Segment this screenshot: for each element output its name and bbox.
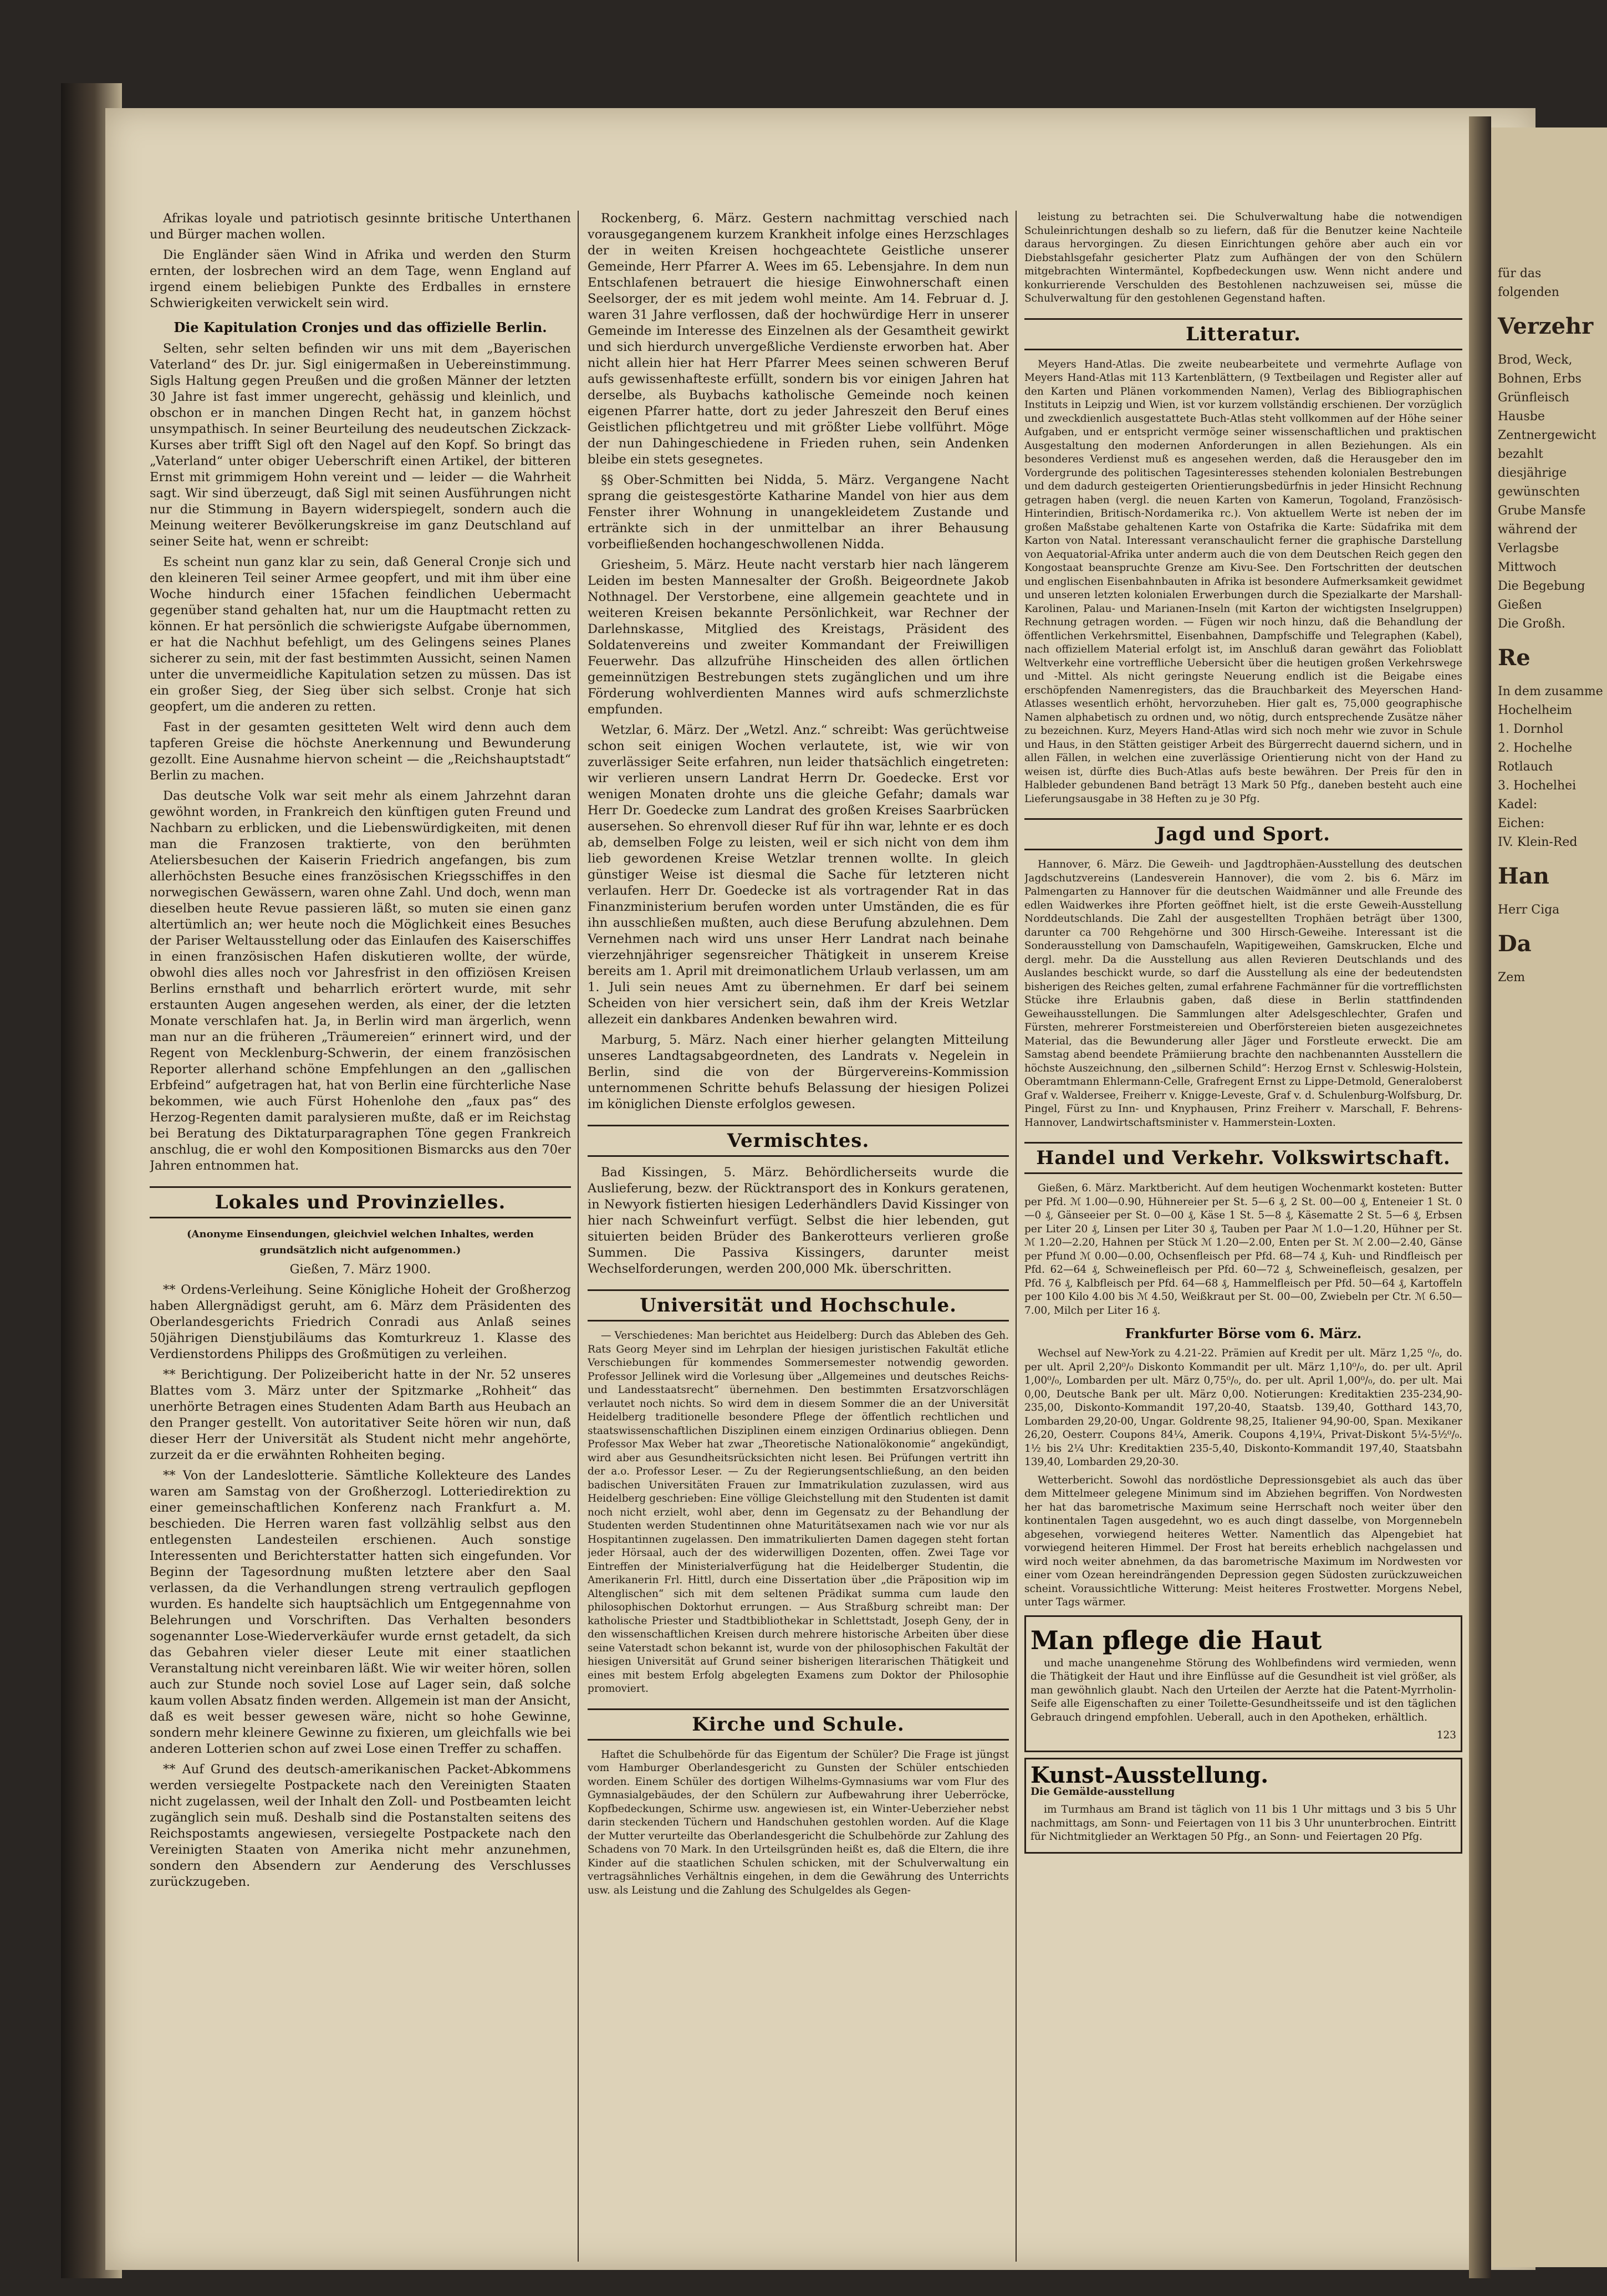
adjacent-page-line: Hochelheim [1498, 703, 1573, 717]
adjacent-page-line: Kadel: [1498, 798, 1538, 812]
section-heading-kirche-schule: Kirche und Schule. [588, 1708, 1009, 1741]
article-paragraph: Marburg, 5. März. Nach einer hierher gelangten Mitteilung unseres Landtagsabgeordneten, des Landrats v. Negelein in Berlin, sind die von der Bürgervereins-Kommission unternommenen Schritte behufs Belassung der hiesigen Polizei im königlichen Dienste erfolglos gewesen. [588, 1033, 1009, 1111]
adjacent-page-line: 3. Hochelhei [1498, 779, 1577, 793]
ad-headline: Kunst-Ausstellung. [1030, 1762, 1269, 1788]
ad-text: und mache unangenehme Störung des Wohlbefindens wird vermieden, wenn die Thätigkeit der Haut und ihre Einflüsse auf die Gesundheit ist viel größer, als man gewöhnlich glaubt. Nach den Urteilen der Aerzte hat die Patent-Myrrholin-Seife alle Eigenschaften zu einer Toilette-Gesundheitsseife und ist den täglichen Gebrauch dringend empfohlen. Ueberall, auch in den Apotheken, erhältlich. [1030, 1657, 1456, 1723]
boerse-report: Wechsel auf New-York zu 4.21-22. Prämien auf Kredit per ult. März 1,25 ⁰/₀, do. per ult. April 2,20⁰/₀ Diskonto Kommandit per ult. März 1,10⁰/₀, do. per ult. April 1,00⁰/₀, Lombarden per ult. März 0,75⁰/₀, do. per ult. April 1,00⁰/₀, do. per ult. Mai 0,00, Deutsche Bank per ult. März 0,00. Notierungen: Kreditaktien 235-234,90-235,00, Diskonto-Kommandit 197,20-40, Staatsb. 139,40, Gotthard 143,70, Lombarden 29,20-00, Ungar. Goldrente 98,25, Italiener 94,90-00, Span. Mexikaner 26,20, Oesterr. Coupons 84¼, Amerik. Coupons 4,19¼, Privat-Diskont 5¼-5½⁰/₀. 1½ bis 2¼ Uhr: Kreditaktien 235-5,40, Diskonto-Kommandit 197,40, Staatsbahn 139,40, Lombarden 29,20-30. [1024, 1348, 1462, 1468]
market-report: Gießen, 6. März. Marktbericht. Auf dem heutigen Wochenmarkt kosteten: Butter per Pfd. ℳ 1.00—0.90, Hühnereier per St. 5—6 ₰, 2 St. 00—00 ₰, Enteneier 1 St. 0—0 ₰, Gänseeier per St. 0—00 ₰, Käse 1 St. 5—8 ₰, Käsematte 2 St. 5—6 ₰, Erbsen per Liter 20 ₰, Linsen per Liter 30 ₰, Tauben per Paar ℳ 1.0—1.20, Hühner per St. ℳ 1.20—2.20, Hahnen per Stück ℳ 1.20—2.00, Enten per St. ℳ 2.00—2.40, Gänse per Pfund ℳ 0.00—0.00, Ochsenfleisch per Pfd. 68—74 ₰, Kuh- und Rindfleisch per Pfd. 62—64 ₰, Schweinefleisch per Pfd. 60—72 ₰, Schweinefleisch, gesalzen, per Pfd. 76 ₰, Kalbfleisch per Pfd. 64—68 ₰, Hammelfleisch per Pfd. 50—64 ₰, Kartoffeln per 100 Kilo 4.00 bis ℳ 4.50, Weißkraut per St. 00—00, Zwiebeln per Ctr. ℳ 6.50—7.00, Milch per Liter 16 ₰. [1024, 1182, 1462, 1317]
adjacent-page-line: bezahlt [1498, 447, 1543, 461]
adjacent-page-line: Grube Mansfe [1498, 504, 1586, 518]
adjacent-page-line: Verlagsbe [1498, 542, 1559, 555]
adjacent-page-line: Verzehr [1498, 313, 1594, 339]
article-paragraph: Griesheim, 5. März. Heute nacht verstarb hier nach längerem Leiden im besten Mannesalter der Großh. Beigeordnete Jakob Nothnagel. Der Verstorbene, eine allgemein geachtete und in weiteren Kreisen bekannte Persönlichkeit, war Rechner der Darlehnskasse, Mitglied des Kreistags, Präsident des Soldatenvereins und zweiter Kommandant der Freiwilligen Feuerwehr. Das allzufrühe Hinscheiden des allen örtlichen gemeinnützigen Bestrebungen stets zugänglichen und um ihre Förderung wohlverdienten Mannes wird aufs schmerzlichste empfunden. [588, 558, 1009, 717]
adjacent-page-line: folgenden [1498, 285, 1559, 299]
article-paragraph: — Verschiedenes: Man berichtet aus Heidelberg: Durch das Ableben des Geh. Rats Georg Meyer sind im Lehrplan der hiesigen juristischen Fakultät etliche Verschiebungen für kommendes Sommersemester notwendig geworden. Professor Jellinek wird die Vorlesung über „Allgemeines und deutsches Reichs- und Landesstaatsrecht“ übernehmen. Den bestimmten Ersatzvorschlägen verlautet noch nichts. So wird dem in diesem Sommer die an der Universität Heidelberg traditionelle besondere Pflege der öffentlich rechtlichen und staatswissenschaftlichen Disziplinen einem einzigen Ordinarius obliegen. Denn Professor Max Weber hat zwar „Theoretische Nationalökonomie“ angekündigt, wird aber aus Gesundheitsrücksichten nicht lesen. Bei Prüfungen vertritt ihn der a.o. Professor Leser. — Zu der Regierungsentschließung, an den beiden badischen Universitäten Frauen zur Immatrikulation zuzulassen, wird aus Heidelberg geschrieben: Eine völlige Gleichstellung mit den Studenten ist damit noch nicht erzielt, wohl aber, denn im Gegensatz zu der Behandlung der Studenten werden Studentinnen ohne Maturitätsexamen nach wie vor nur als Hospitantinnen zugelassen. Den immatrikulierten Damen dagegen steht fortan jeder Hörsaal, auch der des widerwilligen Dozenten, offen. Zwei Tage vor Eintreffen der Ministerialverfügung hat die Heidelberger Studentin, die Amerikanerin Frl. Hittl, durch eine Dissertation über „die Präposition wip im Altenglischen“ sich mit dem seltenen Prädikat summa cum laude den philosophischen Doktorhut errungen. — Aus Straßburg schreibt man: Der katholische Priester und Stadtbibliothekar in Schlettstadt, Joseph Geny, der in den wissenschaftlichen Kreisen durch mehrere historische Arbeiten über diese seine Vaterstadt schon bekannt ist, wurde von der philosophischen Fakultät der hiesigen Universität auf Grund seiner bisherigen literarischen Thätigkeit und eines mit bestem Erfolg abgelegten Examens zum Doktor der Philosophie promoviert. [588, 1330, 1009, 1695]
adjacent-page-line: Da [1498, 931, 1532, 957]
adjacent-page-line: Mittwoch [1498, 560, 1557, 574]
section-heading-litteratur: Litteratur. [1024, 318, 1462, 350]
advertisement-haut [1024, 1615, 1462, 1752]
column-rule [578, 211, 579, 2262]
article-paragraph: ** Auf Grund des deutsch-amerikanischen Packet-Abkommens werden versiegelte Postpackete nach den Vereinigten Staaten nicht zugelassen, weil der Inhalt den Zoll- und Postbeamten leicht zugänglich sein muß. Deshalb sind die Postanstalten seitens des Reichspostamts angewiesen, versiegelte Postpackete nach den Vereinigten Staaten von Amerika nicht mehr anzunehmen, sondern den Absendern zur Aenderung des Verschlusses zurückzugeben. [150, 1762, 571, 1889]
article-paragraph: Hannover, 6. März. Die Geweih- und Jagdtrophäen-Ausstellung des deutschen Jagdschutzvereins (Landesverein Hannover), die vom 2. bis 6. März im Palmengarten zu Hannover für die deutschen Waidmänner und alle Freunde des edlen Waidwerkes ihre Pforten geöffnet hielt, ist die erste Geweih-Ausstellung Norddeutschlands. Die Zahl der ausgestellten Trophäen beträgt über 1300, darunter ca 700 Rehgehörne und 300 Hirsch-Geweihe. Interessant ist die Sonderausstellung von Damschaufeln, Wapitigeweihen, Gamskrucken, Elche und dergl. mehr. Da die Ausstellung aus allen Revieren Deutschlands und des Auslandes beschickt wurde, so darf die Ausstellung als eine der bedeutendsten bisherigen des Reiches gelten, zumal erfahrene Fachmänner für die vortrefflichsten Stücke ihre Erlaubnis gaben, daß diese in Berlin stattfindenden Geweihausstellungen. Die Sammlungen alter Adelsgeschlechter, Grafen und Fürsten, mehrerer Forstmeistereien und Oberförstereien bieten ausgezeichnetes Material, das die Bewunderung aller Jäger und Forstleute erweckt. Die am Samstag abend beendete Prämiierung brachte den nachbenannten Ausstellern die höchste Auszeichnung, den „silbernen Schild“: Herzog Ernst v. Schleswig-Holstein, Oberamtmann Ehlermann-Celle, Grafregent Ernst zu Lippe-Detmold, Generaloberst Graf v. Waldersee, Freiherr v. Knigge-Leveste, Graf v. d. Schulenburg-Wolfsburg, Dr. Pingel, Fürst zu Inn- und Knyphausen, Prinz Freiherr v. Marschall, F. Behrens-Hannover, Landwirtschaftsminister v. Hammerstein-Loxten. [1024, 859, 1462, 1129]
adjacent-page-line: Brod, Weck, [1498, 353, 1573, 367]
adjacent-page-line: Herr Ciga [1498, 903, 1560, 917]
section-heading-lokales: Lokales und Provinzielles. [150, 1186, 571, 1218]
ad-number: 123 [1436, 1729, 1456, 1741]
article-paragraph: Es scheint nun ganz klar zu sein, daß General Cronje sich und den kleineren Teil seiner Armee geopfert, und mit ihm über eine Woche hindurch einer 15fachen feindlichen Uebermacht gegenüber stand gehalten hat, nur um die Hauptmacht retten zu können. Er hat persönlich die schwierigste Aufgabe übernommen, er hat die Nachhut befehligt, um des Gelingens seines Planes sicherer zu sein, mit der fast bestimmten Aussicht, seinen Namen unter die unvermeidliche Kapitulation setzen zu müssen. Das ist ein großer Sieg, der Sieg über sich selbst. Cronje hat sich geopfert, um die anderen zu retten. [150, 555, 571, 714]
section-heading-universitaet: Universität und Hochschule. [588, 1289, 1009, 1322]
section-heading-handel: Handel und Verkehr. Volkswirtschaft. [1024, 1142, 1462, 1174]
adjacent-page-line: Zem [1498, 971, 1526, 984]
article-paragraph: Afrikas loyale und patriotisch gesinnte britische Unterthanen und Bürger machen wollen. [150, 211, 571, 242]
adjacent-page-line: Zentnergewicht [1498, 428, 1596, 442]
adjacent-page-line: Gießen [1498, 598, 1542, 612]
article-paragraph: Die Engländer säen Wind in Afrika und werden den Sturm ernten, der losbrechen wird an dem Tage, wenn England auf irgend einem beliebigen Punkte des Erdballes in ernstere Schwierigkeiten verwickelt sein wird. [150, 248, 571, 310]
article-paragraph: ** Berichtigung. Der Polizeibericht hatte in der Nr. 52 unseres Blattes vom 3. März unter der Spitzmarke „Rohheit“ das unerhörte Betragen eines Studenten Adam Barth aus Heubach an den Pranger gestellt. Von autoritativer Seite hören wir nun, daß dieser Herr der Universität als Student nicht mehr angehörte, zurzeit da er die erwähnten Rohheiten beging. [150, 1368, 571, 1462]
adjacent-page-line: Re [1498, 645, 1531, 671]
adjacent-page-line: Eichen: [1498, 817, 1545, 830]
adjacent-page-line: Bohnen, Erbs [1498, 372, 1582, 386]
weather-report: Wetterbericht. Sowohl das nordöstliche Depressionsgebiet als auch das über dem Mittelmeer gelegene Minimum sind im Abziehen begriffen. Von Nordwesten her hat das barometrische Maximum seine Herrschaft noch weiter über den kontinentalen Tagen ausgedehnt, wo es auch dingt dasselbe, von Morgennebeln abgesehen, vorwiegend heiteres Wetter. Namentlich das Alpengebiet hat vorwiegend heiteren Himmel. Der Frost hat bereits erheblich nachgelassen und wird noch weiter abnehmen, da das barometrische Maximum im Nordwesten vor einer vom Ozean hereindrängenden Depression gegen Südosten zurückzuweichen scheint. Voraussichtliche Witterung: Meist heiteres Frostwetter. Morgens Nebel, unter Tags wärmer. [1024, 1474, 1462, 1608]
article-paragraph: Wetzlar, 6. März. Der „Wetzl. Anz.“ schreibt: Was gerüchtweise schon seit einigen Wochen verlautete, ist, wie wir von zuverlässiger Seite erfahren, nun leider thatsächlich eingetreten: wir verlieren unsern Landrat Herrn Dr. Goedecke. Erst vor wenigen Monaten drohte uns die gleiche Gefahr; damals war Herr Dr. Goedecke zum Landrat des großen Kreises Saarbrücken ausersehen. So ehrenvoll dieser Ruf für ihn war, lehnte er es doch ab, demselben Folge zu leisten, weil er sich nicht von dem ihm lieb gewordenen Kreise Wetzlar trennen wollte. In gleich günstiger Weise ist diesmal die Sache für letzteren nicht verlaufen. Herr Dr. Goedecke ist als vortragender Rat in das Finanzministerium berufen worden unter Umständen, die es für ihn ausschließen mußten, auch diese Berufung abzulehnen. Dem Vernehmen nach wird uns unser Herr Landrat nach beinahe vierzehnjähriger segensreicher Thätigkeit in unserem Kreise bereits am 1. April mit dreimonatlichem Urlaub verlassen, um am 1. Juli sein neues Amt zu übernehmen. Er darf bei seinem Scheiden von hier versichert sein, daß ihm der Kreis Wetzlar allezeit ein dankbares Andenken bewahren wird. [588, 723, 1009, 1027]
adjacent-page-line: diesjährige [1498, 466, 1567, 480]
article-paragraph: Selten, sehr selten befinden wir uns mit dem „Bayerischen Vaterland“ des Dr. jur. Sigl einigermaßen in Uebereinstimmung. Sigls Haltung gegen Preußen und die großen Männer der letzten 30 Jahre ist fast immer ungerecht, gehässig und kleinlich, und obschon er in manchen Dingen Recht hat, in ganzem höchst unsympathisch. In seiner Beurteilung des neudeutschen Zickzack-Kurses aber trifft Sigl oft den Nagel auf den Kopf. So bringt das „Vaterland“ unter obiger Ueberschrift einen Artikel, der bitteren Ernst mit grimmigem Hohn vereint und — leider — die Wahrheit sagt. Wir sind überzeugt, daß Sigl mit seinen Ausführungen nicht nur die Stimmung in Bayern widerspiegelt, sondern auch die Meinung weiterer Bevölkerungskreise im ganz Deutschland auf seiner Seite hat, wenn er schreibt: [150, 341, 571, 549]
adjacent-page-line: während der [1498, 523, 1577, 537]
article-paragraph: Haftet die Schulbehörde für das Eigentum der Schüler? Die Frage ist jüngst vom Hamburger Oberlandesgericht zu Gunsten der Schüler entschieden worden. Einem Schüler des dortigen Wilhelms-Gymnasiums war vom Flur des Gymnasialgebäudes, der den Schülern zur Aufbewahrung ihrer Ueberröcke, Kopfbedeckungen, Schirme usw. angewiesen ist, ein Winter-Ueberzieher nebst darin steckenden Tüchern und Handschuhen gestohlen worden. Auf die Klage der Mutter verurteilte das Oberlandesgericht die Schulbehörde zur Zahlung des Schadens von 70 Mark. In den Urteilsgründen heißt es, daß die Eltern, die ihre Kinder auf die staatlichen Schulen schicken, mit der Schulverwaltung ein vertragsähnliches Verhältnis eingehen, in dem die Gewährung des Unterrichts usw. als Leistung und die Zahlung des Schulgeldes als Gegen- [588, 1748, 1009, 1896]
column-3 [1024, 211, 1462, 2262]
newspaper-page [105, 108, 1535, 2270]
article-paragraph: §§ Ober-Schmitten bei Nidda, 5. März. Vergangene Nacht sprang die geistesgestörte Katharine Mandel von hier aus dem Fenster ihrer Wohnung in unangekleidetem Zustande und ertränkte sich in der unmittelbar an ihrer Behausung vorbeifließenden hochangeschwollenen Nidda. [588, 473, 1009, 552]
article-paragraph: Fast in der gesamten gesitteten Welt wird denn auch dem tapferen Greise die höchste Anerkennung und Bewunderung gezollt. Eine Ausnahme hiervon scheint — die „Reichshauptstadt“ Berlin zu machen. [150, 720, 571, 783]
adjacent-page-text [1498, 266, 1603, 989]
ad-subline: Die Gemälde-ausstellung [1030, 1785, 1175, 1798]
adjacent-page-fragment [1491, 127, 1607, 2267]
article-paragraph: Rockenberg, 6. März. Gestern nachmittag verschied nach vorausgegangenem kurzem Krankheit infolge eines Herzschlages der in weiten Kreisen hochgeachtete Geistliche unserer Gemeinde, Herr Pfarrer A. Wees im 65. Lebensjahre. In dem nun Entschlafenen betrauert die hiesige Einwohnerschaft einen Seelsorger, der es mit jedem wohl meinte. Am 14. Februar d. J. waren 31 Jahre verflossen, daß der hochwürdige Herr in unserer Gemeinde im Interesse des Einzelnen als der Gesamtheit gewirkt und sich hierdurch unvergeßliche Verdienste erworben hat. Aber nicht allein hier hat Herr Pfarrer Mees seinen schweren Beruf aufs gewissenhafteste erfüllt, sondern bis vor einigen Jahren hat derselbe, als Buybachs katholische Gemeinde noch keinen eigenen Pfarrer hatte, dort zu jeder Jahreszeit den Beruf eines Geistlichen pflichtgetreu und mit größter Liebe vollführt. Möge der nun Dahingeschiedene in Frieden ruhen, sein Andenken bleibe ein stets gesegnetes. [588, 211, 1009, 467]
article-paragraph: Meyers Hand-Atlas. Die zweite neubearbeitete und vermehrte Auflage von Meyers Hand-Atlas mit 113 Kartenblättern, (9 Textbeilagen und Register aller auf den Karten und Plänen vorkommenden Namen), Verlag des Bibliographischen Instituts in Leipzig und Wien, ist vor kurzem vollständig erschienen. Der vorzüglich und zweckdienlich ausgestattete Buch-Atlas steht vollkommen auf der Höhe seiner Aufgaben, und er entspricht vermöge seiner wissenschaftlichen und praktischen Ausgestaltung den modernen Anforderungen in allen Beziehungen. Als ein besonderes Verdienst muß es angesehen werden, daß die Herausgeber den im Vordergrunde des politischen Tagesinteresses stehenden kolonialen Bestrebungen und dem dadurch gesteigerten Orientierungsbedürfnis in jeder Hinsicht Rechnung getragen haben (vergl. die neuen Karten von Kamerun, Togoland, Französisch-Hinterindien, Britisch-Nordamerika rc.). Von aktuellem Werte ist neben der im großen Maßstabe gehaltenen Karte von Ostafrika die Karte: Südafrika mit dem Karton von Natal. Interessant veranschaulicht ferner die graphische Darstellung von Aequatorial-Afrika unter anderm auch die von dem Deutschen Reich gegen den Kongostaat beanspruchte Grenze am Kivu-See. Den Fortschritten der deutschen und englischen Eisenbahnbauten in Afrika ist besondere Aufmerksamkeit gewidmet und unseren letzten kolonialen Erwerbungen durch die Spezialkarte der Marshall-Karolinen, Palau- und Marianen-Inseln (mit Karton der wichtigsten Inselgruppen) Rechnung getragen worden. — Fügen wir noch hinzu, daß die Behandlung der öffentlichen Verkehrsmittel, Eisenbahnen, Dampfschiffe und Telegraphen (Kabel), nach offiziellem Material erfolgt ist, im Anschluß daran gewährt das Folioblatt Weltverkehr eine vortreffliche Uebersicht über die heutigen großen Verkehrswege und -Mittel. Als nicht geringste Neuerung endlich ist die Beigabe eines erschöpfenden Namenregisters, das die Brauchbarkeit des Meyerschen Hand-Atlasses wesentlich erhöht, hervorzuheben. Hier galt es, 75,000 geographische Namen alphabetisch zu ordnen und, wo nötig, durch entsprechende Zusätze näher zu bezeichnen. Kurz, Meyers Hand-Atlas wird sich noch mehr wie zuvor in Schule und Haus, in den Stätten geistiger Arbeit des Bürgerrecht dauernd sichern, und in allen Fällen, in welchen eine zuverlässige Orientierung nicht von der Hand zu weisen ist, dürfte dies Buch-Atlas aufs beste bewähren. Der Preis für den in Halbleder gebundenen Band beträgt 13 Mark 50 Pfg., daneben besteht auch eine Lieferungsausgabe in 38 Heften zu je 30 Pfg. [1024, 358, 1462, 805]
adjacent-page-line: IV. Klein-Red [1498, 835, 1578, 849]
adjacent-page-line: 2. Hochelhe [1498, 741, 1573, 755]
right-binding-gutter [1469, 116, 1491, 2278]
adjacent-page-line: Die Begebung [1498, 579, 1585, 593]
article-paragraph: ** Von der Landeslotterie. Sämtliche Kollekteure des Landes waren am Samstag von der Großherzogl. Lotteriedirektion zu einer gemeinschaftlichen Konferenz nach Frankfurt a. M. beschieden. Die Herren waren fast vollzählig selbst aus den entlegensten Landesteilen erschienen. Auch sonstige Interessenten und Berichterstatter hatten sich eingefunden. Vor Beginn der Tagesordnung mußten letztere aber den Saal verlassen, da die Verhandlungen streng vertraulich gepflogen wurden. Es handelte sich hauptsächlich um Entgegennahme von Belehrungen und Vorschriften. Das Verhalten besonders sogenannter Lose-Wiederverkäufer wurde ernst getadelt, da sich das Gebahren vieler dieser Leute mit einer staatlichen Veranstaltung nicht vereinbaren läßt. Wie wir weiter hören, sollen auch zur Stunde noch soviel Lose auf Lager sein, daß solche kaum vollen Absatz finden werden. Allgemein ist man der Ansicht, daß es weit besser gewesen wäre, nicht so hohe Gewinne, sondern mehr kleinere Gewinne zu fixieren, um gleichfalls wie bei anderen Lotterien schon auf zwei Lose einen Treffer zu schaffen. [150, 1468, 571, 1756]
adjacent-page-line: für das [1498, 267, 1542, 280]
column-2 [588, 211, 1009, 2262]
section-heading-vermischtes: Vermischtes. [588, 1125, 1009, 1157]
adjacent-page-line: Die Großh. [1498, 617, 1565, 631]
section-heading-jagd-sport: Jagd und Sport. [1024, 818, 1462, 850]
article-paragraph: leistung zu betrachten sei. Die Schulverwaltung habe die notwendigen Schuleinrichtungen deshalb so zu liefern, daß für die Benutzer keine Nachteile daraus hervorgingen. Zu diesen Einrichtungen gehöre aber auch ein vor Diebstahlsgefahr gesicherter Platz zum Aufhängen der von den Schülern mitgebrachten Wintermäntel, Kopfbedeckungen usw. Wenn nicht andere und konkurrierende Verschulden des Bestohlenen nachzuweisen sei, müsse die Schulverwaltung für den gestohlenen Gegenstand haften. [1024, 211, 1462, 304]
adjacent-page-line: Han [1498, 863, 1549, 889]
article-paragraph: ** Ordens-Verleihung. Seine Königliche Hoheit der Großherzog haben Allergnädigst geruht, am 6. März dem Präsidenten des Oberlandesgerichts Friedrich Conradi aus Anlaß seines 50jährigen Dienstjubiläums das Komturkreuz 1. Klasse des Verdienstordens Philipps des Großmütigen zu verleihen. [150, 1283, 571, 1361]
adjacent-page-line: Hausbe [1498, 410, 1545, 424]
column-1 [150, 211, 571, 2262]
article-heading: Die Kapitulation Cronjes und das offizielle Berlin. [174, 319, 547, 335]
section-note: (Anonyme Einsendungen, gleichviel welchen Inhaltes, werden grundsätzlich nicht aufgenommen.) [187, 1228, 534, 1256]
column-rule [1016, 211, 1017, 2262]
adjacent-page-line: Rotlauch [1498, 760, 1553, 774]
dateline: Gießen, 7. März 1900. [289, 1262, 431, 1277]
adjacent-page-line: 1. Dornhol [1498, 722, 1564, 736]
article-paragraph: Das deutsche Volk war seit mehr als einem Jahrzehnt daran gewöhnt worden, in Frankreich den künftigen guten Freund und Nachbarn zu erblicken, und die Liebenswürdigkeiten, mit denen man die Franzosen traktierte, von den berühmten Ateliersbesuchen der Kaiserin Friedrich angefangen, bis zum allerhöchsten Besuche eines französischen Kriegsschiffes in den norwegischen Gewässern, waren ohne Zahl. Und doch, wenn man dieselben heute Revue passieren läßt, so muten sie einen ganz altertümlich an; wer heute noch die Möglichkeit eines Besuches der Pariser Weltausstellung oder das Einlaufen des Kaiserschiffes in einen französischen Hafen diskutieren wollte, der würde, obwohl dies alles noch vor Jahresfrist in den offiziösen Kreisen Berlins ernsthaft und beharrlich erörtert wurde, mit sehr erstaunten Augen angesehen werden, als einer, der die letzten Monate verschlafen hat. Ja, in Berlin wird man ärgerlich, wenn man nur an die früheren „Träumereien“ erinnert wird, und der Regent von Mecklenburg-Schwerin, der einem französischen Reporter allerhand schöne Empfehlungen an den „gallischen Erbfeind“ aufgetragen hat, hat von Berlin eine fürchterliche Nase bekommen, wie auch Fürst Hohenlohe den „faux pas“ des Herzog-Regenten damit paralysieren mußte, daß er im Reichstag bei Beratung des Diktaturparagraphen Töne gegen Frankreich anschlug, die er wohl den Kompositionen Bismarcks aus den 70er Jahren entnommen hat. [150, 789, 571, 1173]
article-paragraph: Bad Kissingen, 5. März. Behördlicherseits wurde die Auslieferung, bezw. der Rücktransport des in Konkurs geratenen, in Newyork fistierten hiesigen Lederhändlers David Kissinger von hier nach Schweinfurt verfügt. Selbst die hier lebenden, gut situierten beiden Brüder des Bankerotteurs verlieren große Summen. Die Passiva Kissingers, darunter meist Wechselforderungen, werden 200,000 Mk. überschritten. [588, 1165, 1009, 1276]
ad-headline: Man pflege die Haut [1030, 1625, 1322, 1655]
boerse-heading: Frankfurter Börse vom 6. März. [1125, 1325, 1362, 1341]
adjacent-page-line: Grünfleisch [1498, 391, 1569, 405]
ad-text: im Turmhaus am Brand ist täglich von 11 bis 1 Uhr mittags und 3 bis 5 Uhr nachmittags, am Sonn- und Feiertagen von 11 bis 3 Uhr ununterbrochen. Eintritt für Nichtmitglieder an Werktagen 50 Pfg., an Sonn- und Feiertagen 20 Pfg. [1030, 1804, 1456, 1843]
advertisement-kunst [1024, 1758, 1462, 1854]
adjacent-page-line: gewünschten [1498, 485, 1580, 499]
adjacent-page-line: In dem zusamme [1498, 685, 1603, 698]
